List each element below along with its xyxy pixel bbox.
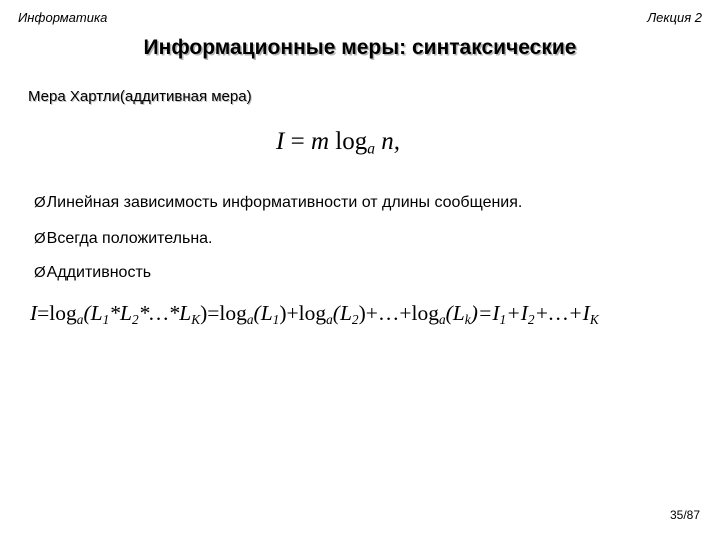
formula-symbol: (L xyxy=(253,301,273,325)
hartley-formula xyxy=(276,128,400,159)
formula-subscript: K xyxy=(191,311,201,327)
formula-subscript: 2 xyxy=(131,311,139,327)
bullet-text: Аддитивность xyxy=(46,264,152,281)
formula-symbol: )+…+log xyxy=(358,301,439,325)
formula-symbol: *…*L xyxy=(138,301,192,325)
formula-subscript: a xyxy=(76,311,84,327)
slide-title: Информационные меры: синтаксические xyxy=(143,36,577,59)
bullet-item xyxy=(34,264,151,282)
arrow-bullet-icon: Ø xyxy=(34,230,46,247)
arrow-bullet-icon: Ø xyxy=(34,264,46,281)
formula-subscript: 1 xyxy=(102,311,110,327)
additivity-formula xyxy=(30,301,599,328)
course-name: Информатика xyxy=(18,10,108,25)
formula-subscript: a xyxy=(367,140,375,158)
formula-subscript: K xyxy=(589,311,599,327)
formula-subscript: a xyxy=(326,311,333,327)
formula-symbol: +I xyxy=(506,301,528,325)
formula-symbol: n, xyxy=(374,128,400,155)
formula-symbol: I xyxy=(30,301,38,325)
formula-symbol: )+log xyxy=(279,301,327,325)
bullet-item xyxy=(34,194,522,212)
formula-symbol: m xyxy=(310,128,329,155)
formula-symbol: *L xyxy=(109,301,132,325)
formula-symbol: (L xyxy=(445,301,465,325)
formula-subscript: 1 xyxy=(272,311,280,327)
formula-symbol: I xyxy=(276,128,285,155)
formula-symbol: (L xyxy=(83,301,103,325)
formula-symbol: +…+I xyxy=(534,301,590,325)
section-title: Мера Хартли(аддитивная мера) xyxy=(28,88,252,105)
arrow-bullet-icon: Ø xyxy=(34,194,46,211)
formula-subscript: a xyxy=(246,311,254,327)
formula-subscript: 2 xyxy=(351,311,359,327)
bullet-item xyxy=(34,230,213,248)
formula-symbol: (L xyxy=(332,301,352,325)
formula-symbol: log xyxy=(329,128,368,155)
bullet-text: Линейная зависимость информативности от длины сообщения. xyxy=(46,194,523,211)
bullet-text: Всегда положительна. xyxy=(46,230,213,247)
formula-subscript: 2 xyxy=(527,311,535,327)
formula-subscript: 1 xyxy=(499,311,507,327)
formula-subscript: k xyxy=(464,311,471,327)
page-number: 35/87 xyxy=(669,508,700,522)
formula-symbol: = xyxy=(284,128,311,155)
formula-symbol: )=I xyxy=(470,301,500,325)
formula-subscript: a xyxy=(438,311,446,327)
formula-symbol: )=log xyxy=(200,301,247,325)
lecture-number: Лекция 2 xyxy=(647,10,702,25)
formula-symbol: =log xyxy=(37,301,77,325)
